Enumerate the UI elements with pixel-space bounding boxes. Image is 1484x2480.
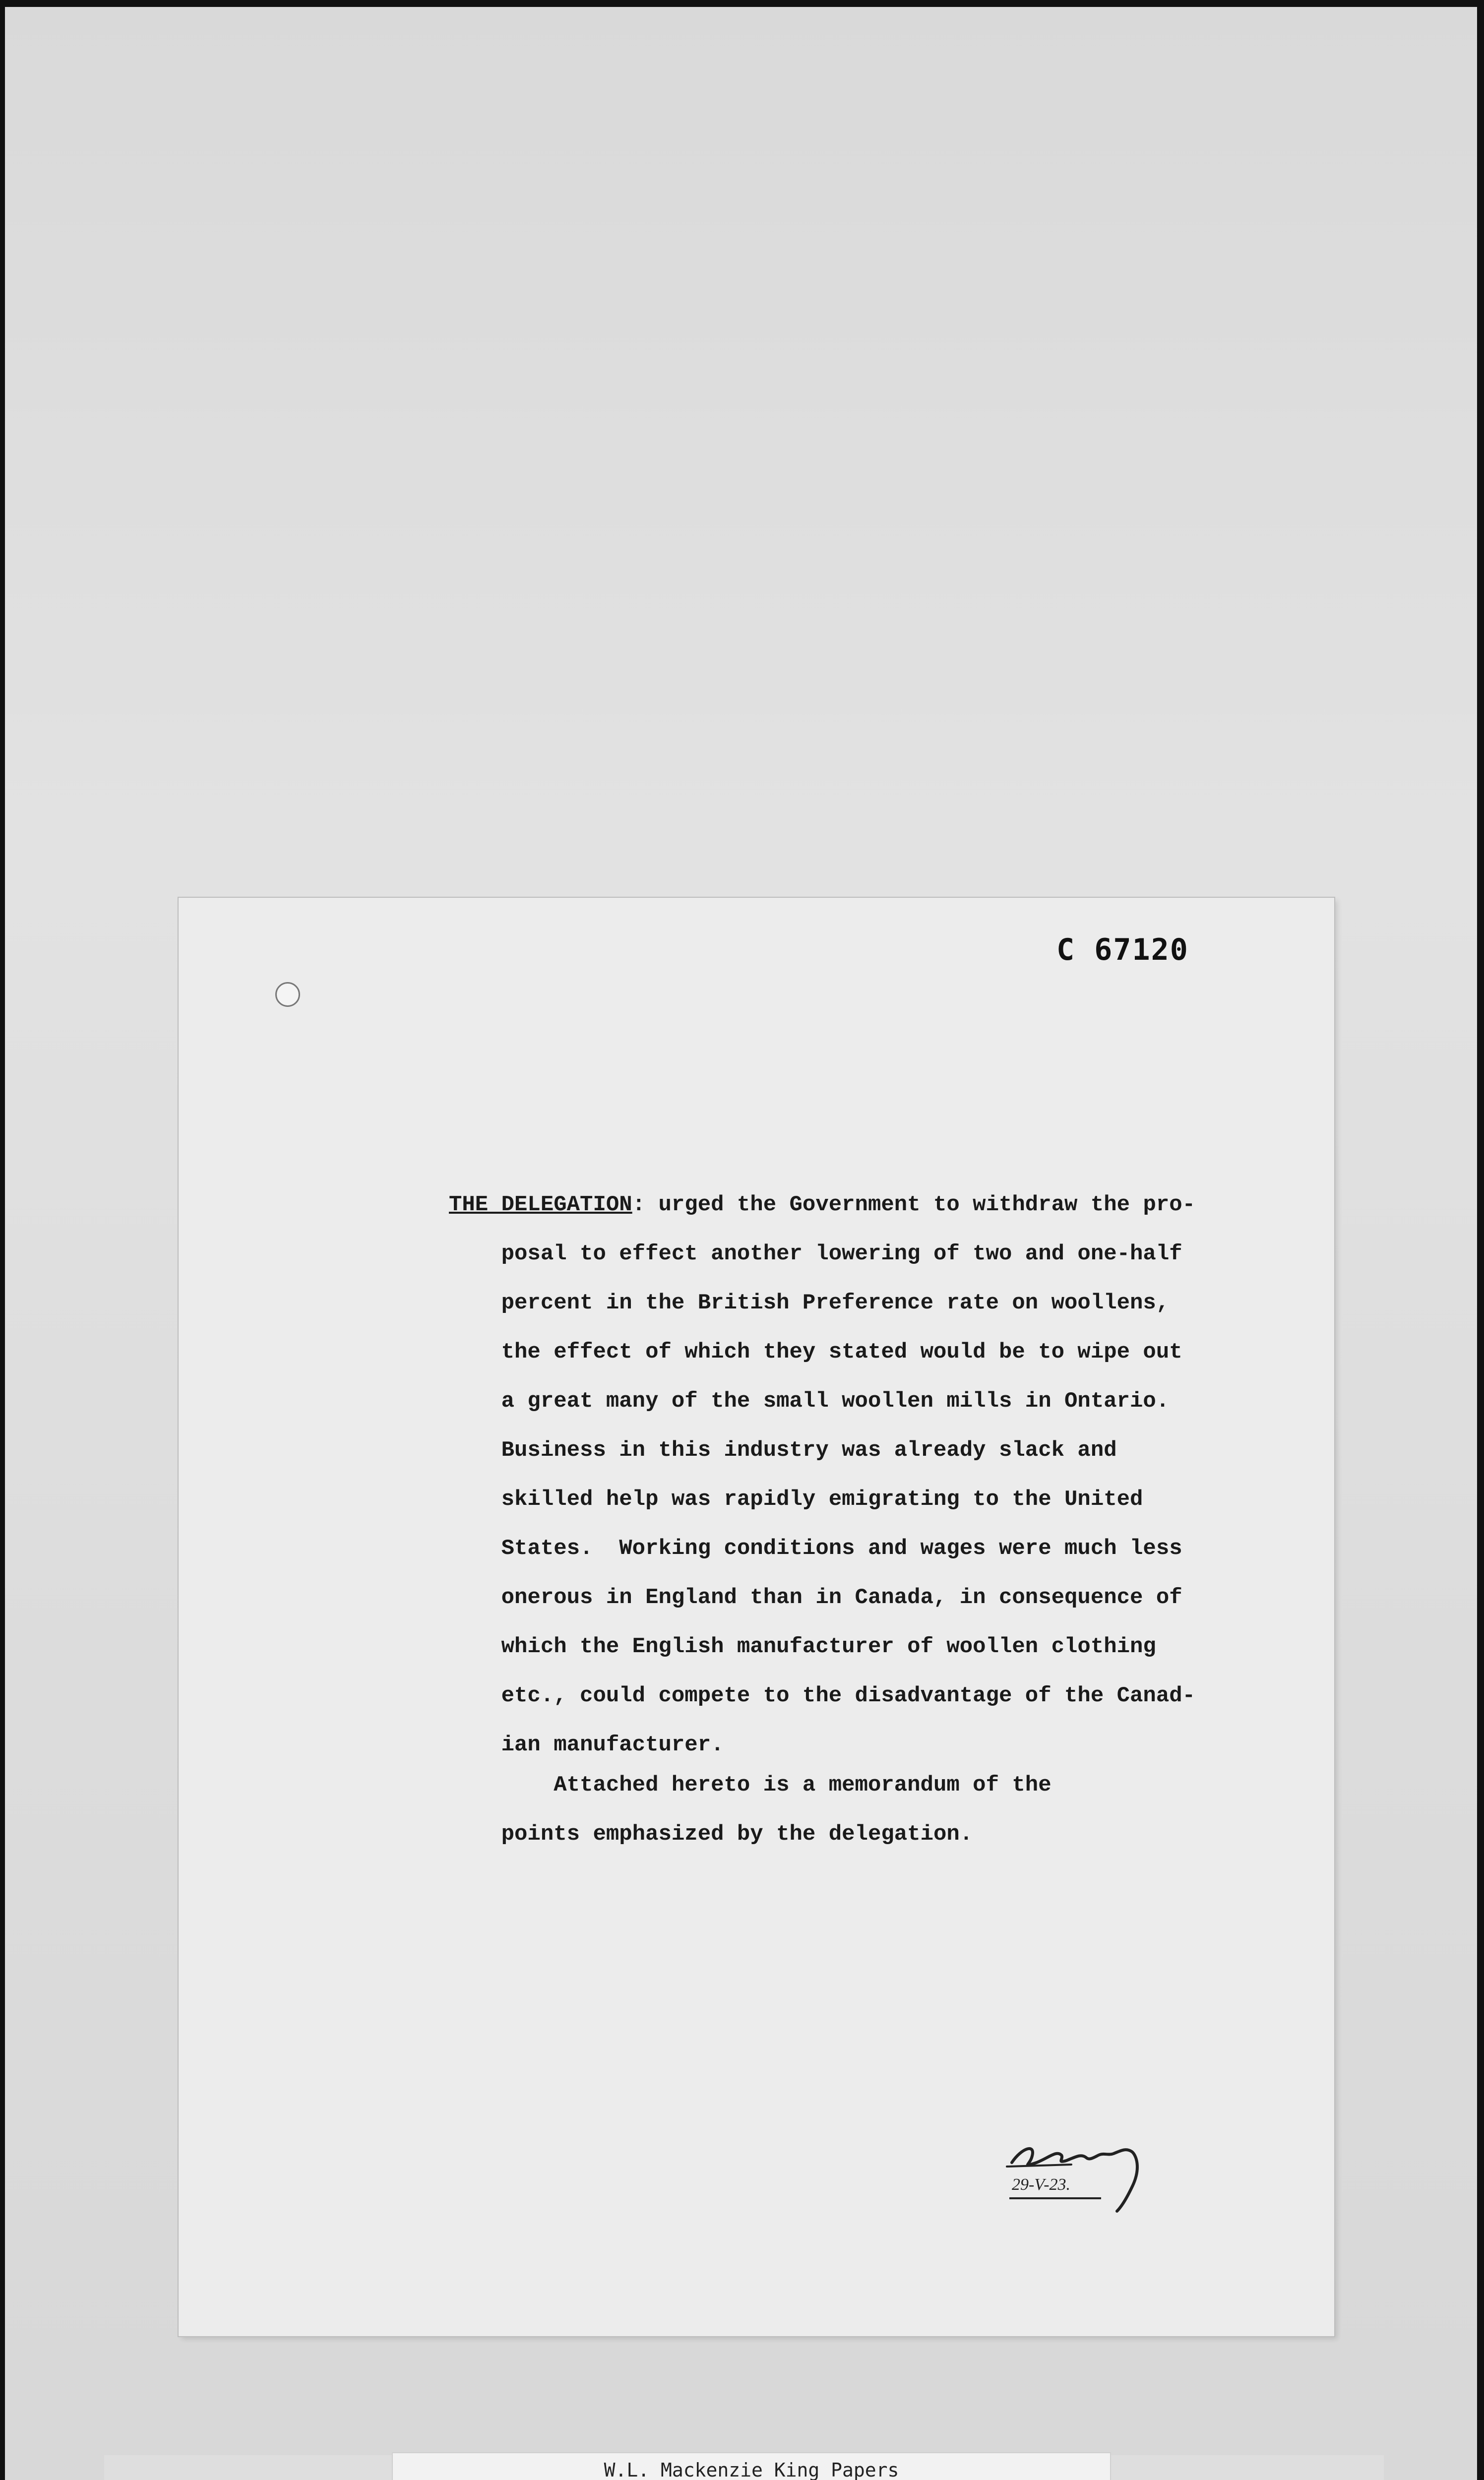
text-line: States. Working conditions and wages were much less [501,1536,1182,1561]
handwritten-signature [1002,2128,1161,2222]
text-line: Attached hereto is a memorandum of the [449,1773,1051,1798]
text-line: etc., could compete to the disadvantage of the Canad- [501,1683,1196,1708]
text-line: which the English manufacturer of woollen clothing [501,1634,1156,1659]
punch-hole [275,982,300,1007]
paragraph-delegation [449,1180,1242,1770]
text-line: posal to effect another lowering of two and one-half [501,1241,1182,1266]
signature-date: 29-V-23. [1012,2175,1071,2194]
collection-name: W.L. Mackenzie King Papers [604,2459,899,2480]
text-line: points emphasized by the delegation. [501,1822,973,1847]
text-line: skilled help was rapidly emigrating to the United [501,1487,1143,1512]
text-line: the effect of which they stated would be to wipe out [501,1340,1182,1364]
reference-number: C 67120 [1056,932,1189,967]
text-line: Business in this industry was already slack and [501,1438,1117,1463]
text-line: ian manufacturer. [501,1733,724,1757]
text-line: a great many of the small woollen mills in Ontario. [501,1389,1170,1414]
delegation-lead: THE DELEGATION [449,1192,632,1217]
text-line: onerous in England than in Canada, in consequence of [501,1585,1182,1610]
collection-label [392,2452,1111,2480]
text-line: : urged the Government to withdraw the pro- [632,1192,1196,1217]
paragraph-attached [449,1761,1242,1859]
document-page [179,898,1334,2336]
text-line: percent in the British Preference rate on woollens, [501,1291,1170,1315]
